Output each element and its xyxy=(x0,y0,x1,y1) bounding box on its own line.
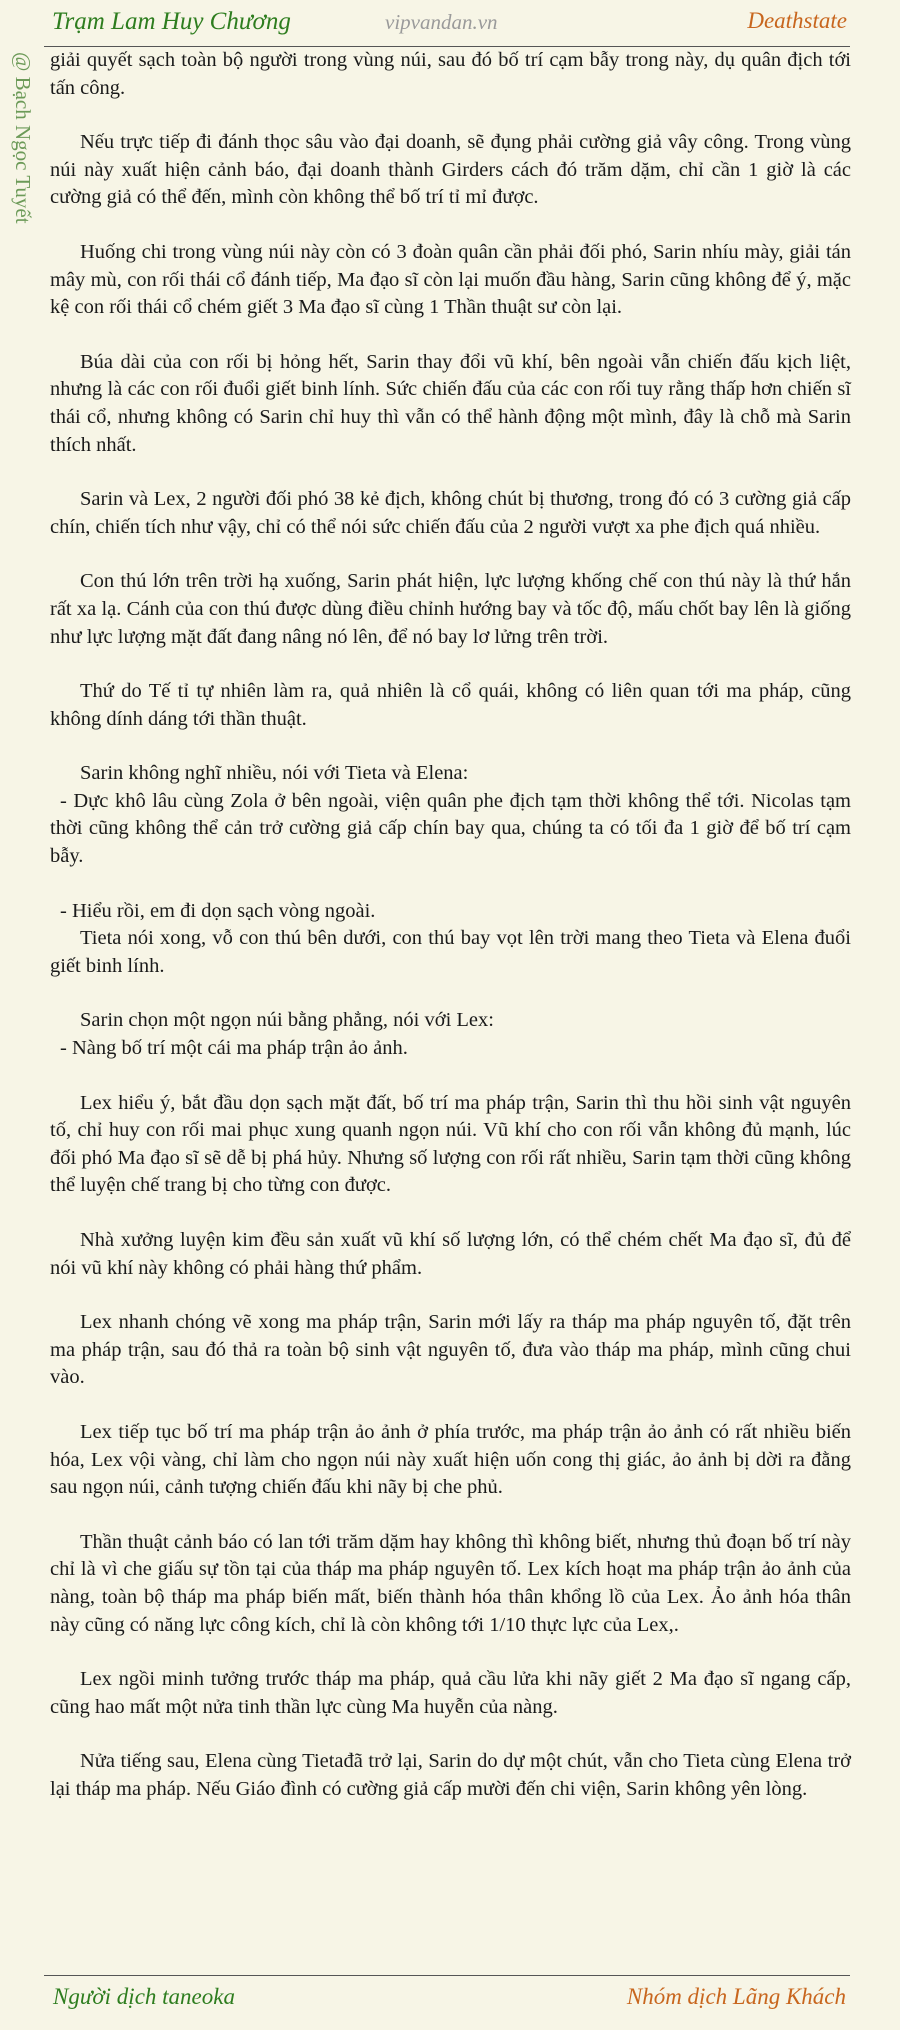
paragraph: Lex ngồi minh tưởng trước tháp ma pháp, quả cầu lửa khi nãy giết 2 Ma đạo sĩ ngang cấp, cũng hao mất một nửa tinh thần lực cùng Ma huyễn của nàng. xyxy=(50,1668,851,1718)
paragraph: Lex nhanh chóng vẽ xong ma pháp trận, Sarin mới lấy ra tháp ma pháp nguyên tố, đặt trên ma pháp trận, sau đó thả ra toàn bộ sinh vật nguyên tố, đưa vào tháp ma pháp, mình cũng chui vào. xyxy=(50,1311,851,1389)
paragraph: Nửa tiếng sau, Elena cùng Tietađã trở lại, Sarin do dự một chút, vẫn cho Tieta cùng Elena trở lại tháp ma pháp. Nếu Giáo đình có cường giả cấp mười đến chi viện, Sarin không yên lòng. xyxy=(50,1750,851,1800)
paragraph: Con thú lớn trên trời hạ xuống, Sarin phát hiện, lực lượng khống chế con thú này là thứ hắn rất xa lạ. Cánh của con thú được dùng điều chỉnh hướng bay và tốc độ, mấu chốt bay lên là giống như lực lượng mặt đất đang nâng nó lên, để nó bay lơ lửng trên trời. xyxy=(50,570,851,648)
page-footer xyxy=(0,1976,900,2030)
paragraph: Nhà xưởng luyện kim đều sản xuất vũ khí số lượng lớn, có thể chém chết Ma đạo sĩ, đủ để nói vũ khí này không có phải hàng thứ phẩm. xyxy=(50,1229,851,1279)
paragraph: Thần thuật cảnh báo có lan tới trăm dặm hay không thì không biết, nhưng thủ đoạn bố trí này chỉ là vì che giấu sự tồn tại của tháp ma pháp nguyên tố. Lex kích hoạt ma pháp trận ảo ảnh của nàng, toàn bộ tháp ma pháp biến mất, biến thành hóa thân khổng lồ của Lex. Ảo ảnh hóa thân này cũng có năng lực công kích, chỉ là còn không tới 1/10 thực lực của Lex,. xyxy=(50,1530,851,1636)
paragraph: Lex tiếp tục bố trí ma pháp trận ảo ảnh ở phía trước, ma pháp trận ảo ảnh có rất nhiều biến hóa, Lex vội vàng, chỉ làm cho ngọn núi này xuất hiện uốn cong thị giác, ảo ảnh bị dời ra đằng sau ngọn núi, cảnh tượng chiến đấu khi nãy bị che phủ. xyxy=(50,1420,851,1499)
paragraph: Lex hiểu ý, bắt đầu dọn sạch mặt đất, bố trí ma pháp trận, Sarin thì thu hồi sinh vật nguyên tố, chỉ huy con rối mai phục xung quanh ngọn núi. Vũ khí cho con rối vẫn không đủ mạnh, lúc đối phó Ma đạo sĩ sẽ dễ bị phá hủy. Nhưng số lượng con rối rất nhiều, Sarin tạm thời cũng không thể luyện chế trang bị cho từng con được. xyxy=(50,1091,851,1197)
paragraph: Sarin và Lex, 2 người đối phó 38 kẻ địch, không chút bị thương, trong đó có 3 cường giả cấp chín, chiến tích như vậy, chỉ có thể nói sức chiến đấu của 2 người vượt xa phe địch quá nhiều. xyxy=(50,488,851,538)
site-title: Trạm Lam Huy Chương xyxy=(52,8,291,35)
group-credit: Nhóm dịch Lãng Khách xyxy=(626,1984,846,2009)
dialogue-line: - Hiểu rồi, em đi dọn sạch vòng ngoài. xyxy=(60,899,376,922)
paragraph: Huống chi trong vùng núi này còn có 3 đoàn quân cần phải đối phó, Sarin nhíu mày, giải tán mây mù, con rối thái cổ đánh tiếp, Ma đạo sĩ còn lại muốn đầu hàng, Sarin cũng không để ý, mặc kệ con rối thái cổ chém giết 3 Ma đạo sĩ cùng 1 Thần thuật sư còn lại. xyxy=(50,240,851,319)
side-author-credit: @ Bạch Ngọc Tuyết xyxy=(11,52,35,224)
dialogue-line: - Nàng bố trí một cái ma pháp trận ảo ảnh. xyxy=(60,1037,408,1060)
book-title: Deathstate xyxy=(747,8,847,33)
paragraph: Búa dài của con rối bị hỏng hết, Sarin thay đổi vũ khí, bên ngoài vẫn chiến đấu kịch liệt, nhưng là các con rối đuổi giết binh lính. Sức chiến đấu của các con rối tuy rằng thấp hơn chiến sĩ thái cổ, nhưng không có Sarin chỉ huy thì vẫn có thể hành động một mình, đây là chỗ mà Sarin thích nhất. xyxy=(50,350,851,456)
chapter-text xyxy=(50,47,851,1804)
paragraph: Sarin không nghĩ nhiều, nói với Tieta và Elena: xyxy=(80,762,469,785)
paragraph: Tieta nói xong, vỗ con thú bên dưới, con thú bay vọt lên trời mang theo Tieta và Elena đuổi giết binh lính. xyxy=(50,927,851,977)
translator-credit: Người dịch taneoka xyxy=(53,1984,235,2009)
page-header xyxy=(0,0,900,46)
paragraph: Thứ do Tế tỉ tự nhiên làm ra, quả nhiên là cổ quái, không có liên quan tới ma pháp, cũng không dính dáng tới thần thuật. xyxy=(50,680,851,730)
paragraph: Nếu trực tiếp đi đánh thọc sâu vào đại doanh, sẽ đụng phải cường giả vây công. Trong vùng núi này xuất hiện cảnh báo, đại doanh thành Girders cách đó trăm dặm, chỉ cần 1 giờ là các cường giả có thể đến, mình còn không thể bố trí tỉ mỉ được. xyxy=(50,131,851,209)
dialogue-line: - Dực khô lâu cùng Zola ở bên ngoài, viện quân phe địch tạm thời không thể tới. Nicolas tạm thời cũng không thể cản trở cường giả cấp chín bay qua, chúng ta có tối đa 1 giờ để bố trí cạm bẫy. xyxy=(50,789,851,868)
paragraph: giải quyết sạch toàn bộ người trong vùng núi, sau đó bố trí cạm bẫy trong này, dụ quân địch tới tấn công. xyxy=(50,49,851,99)
site-url: vipvandan.vn xyxy=(385,10,498,34)
paragraph: Sarin chọn một ngọn núi bằng phẳng, nói với Lex: xyxy=(80,1009,494,1032)
